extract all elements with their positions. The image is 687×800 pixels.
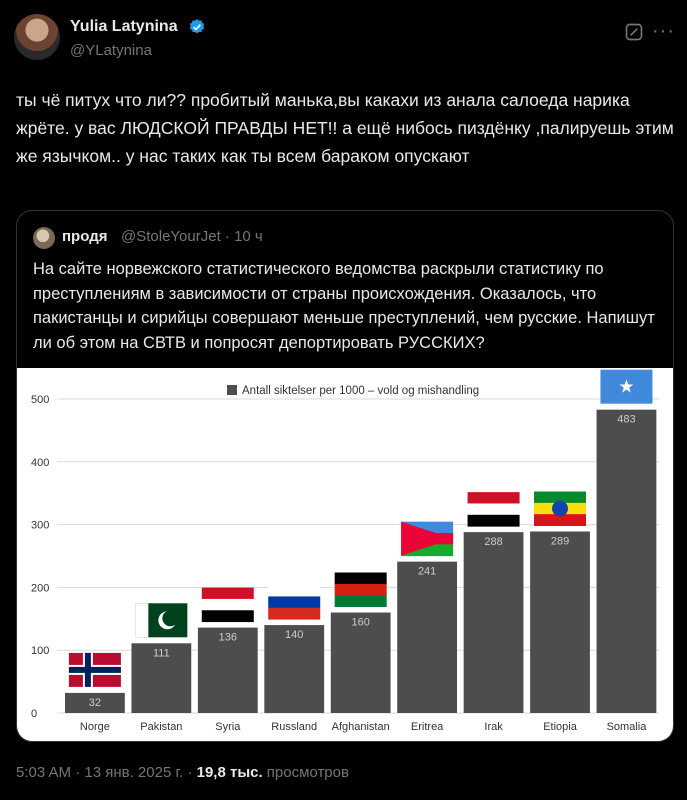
author-name[interactable]: Yulia Latynina	[70, 18, 178, 35]
legend-swatch	[227, 385, 237, 395]
flag-pakistan-stripe	[135, 603, 148, 637]
y-tick-label: 200	[31, 582, 50, 595]
flag-stripe	[335, 573, 387, 585]
more-options-icon[interactable]: ···	[652, 20, 675, 42]
bar-value-label: 140	[285, 629, 304, 642]
view-count: 19,8 тыс.	[196, 764, 263, 781]
bar-irak	[464, 532, 524, 713]
author-avatar[interactable]	[14, 14, 60, 60]
x-tick-label: Eritrea	[410, 721, 444, 733]
flag-stripe	[268, 596, 320, 608]
flag-ethiopia-emblem	[552, 501, 568, 517]
flag-stripe	[468, 503, 520, 515]
bar-value-label: 483	[617, 413, 636, 426]
bar-value-label: 32	[88, 696, 102, 709]
x-tick-label: Afghanistan	[331, 721, 390, 733]
tweet-timestamp[interactable]: 5:03 AM · 13 янв. 2025 г. ·	[16, 764, 197, 781]
quoted-avatar[interactable]	[33, 227, 55, 249]
flag-stripe	[268, 585, 320, 597]
y-tick-label: 100	[31, 645, 50, 658]
verified-badge-icon	[188, 18, 206, 36]
view-count-label: просмотров	[262, 764, 349, 781]
y-tick-label: 500	[31, 394, 50, 406]
bar-chart	[17, 368, 673, 741]
flag-stripe	[468, 515, 520, 527]
bar-value-label: 289	[550, 535, 570, 548]
y-tick-label: 300	[31, 519, 50, 532]
x-tick-label: Somalia	[606, 721, 647, 733]
x-tick-label: Irak	[484, 721, 503, 733]
quoted-author-name[interactable]: продя	[62, 228, 108, 245]
flag-star-icon: ★	[618, 376, 635, 397]
bar-value-label: 160	[351, 616, 370, 629]
flag-stripe	[335, 584, 387, 596]
bar-somalia	[597, 410, 657, 713]
bar-value-label: 111	[152, 647, 170, 660]
flag-stripe	[202, 588, 254, 600]
grok-icon[interactable]	[624, 22, 644, 42]
flag-stripe	[202, 599, 254, 611]
bar-etiopia	[530, 532, 590, 713]
quoted-tweet-text: На сайте норвежского статистического ведомства раскрыли статистику по преступлениям в зависимости от страны происхождения. Оказалось, что пакистанцы и сирийцы совершают меньше преступлений, чем русские. Напишут ли об этом на СВТВ и попросят депортировать РУССКИХ?	[33, 260, 655, 352]
flag-stripe	[335, 595, 387, 607]
y-tick-label: 0	[31, 708, 38, 720]
tweet-meta	[16, 764, 349, 781]
x-tick-label: Norge	[79, 721, 110, 733]
x-tick-label: Etiopia	[543, 721, 577, 733]
legend-label: Antall siktelser per 1000 – vold og mishandling	[242, 385, 480, 397]
x-tick-label: Syria	[215, 721, 241, 733]
chart-image	[17, 368, 673, 741]
tweet-text: ты чё питух что ли?? пробитый манька,вы какахи из анала салоеда нарика жрёте. у вас ЛЮДСКОЙ ПРАВДЫ НЕТ!! а ещё нибось пиздёнку ,палируешь этим же язычком.. у нас таких как ты всем бараком опускают	[16, 90, 674, 166]
bar-value-label: 136	[218, 631, 237, 644]
flag-stripe	[202, 610, 254, 622]
bar-eritrea	[397, 562, 457, 713]
flag-pakistan-crescent	[162, 610, 178, 626]
bar-value-label: 241	[417, 565, 437, 578]
author-handle[interactable]: @YLatynina	[70, 42, 152, 59]
bar-value-label: 288	[484, 536, 503, 549]
flag-norway-cross	[69, 667, 121, 673]
x-tick-label: Pakistan	[140, 721, 183, 733]
flag-stripe	[268, 608, 320, 620]
flag-stripe	[468, 492, 520, 504]
y-tick-label: 400	[31, 456, 50, 469]
quoted-tweet[interactable]	[16, 210, 674, 742]
quoted-author-handle[interactable]: @StoleYourJet · 10 ч	[121, 228, 263, 245]
x-tick-label: Russland	[271, 721, 318, 733]
